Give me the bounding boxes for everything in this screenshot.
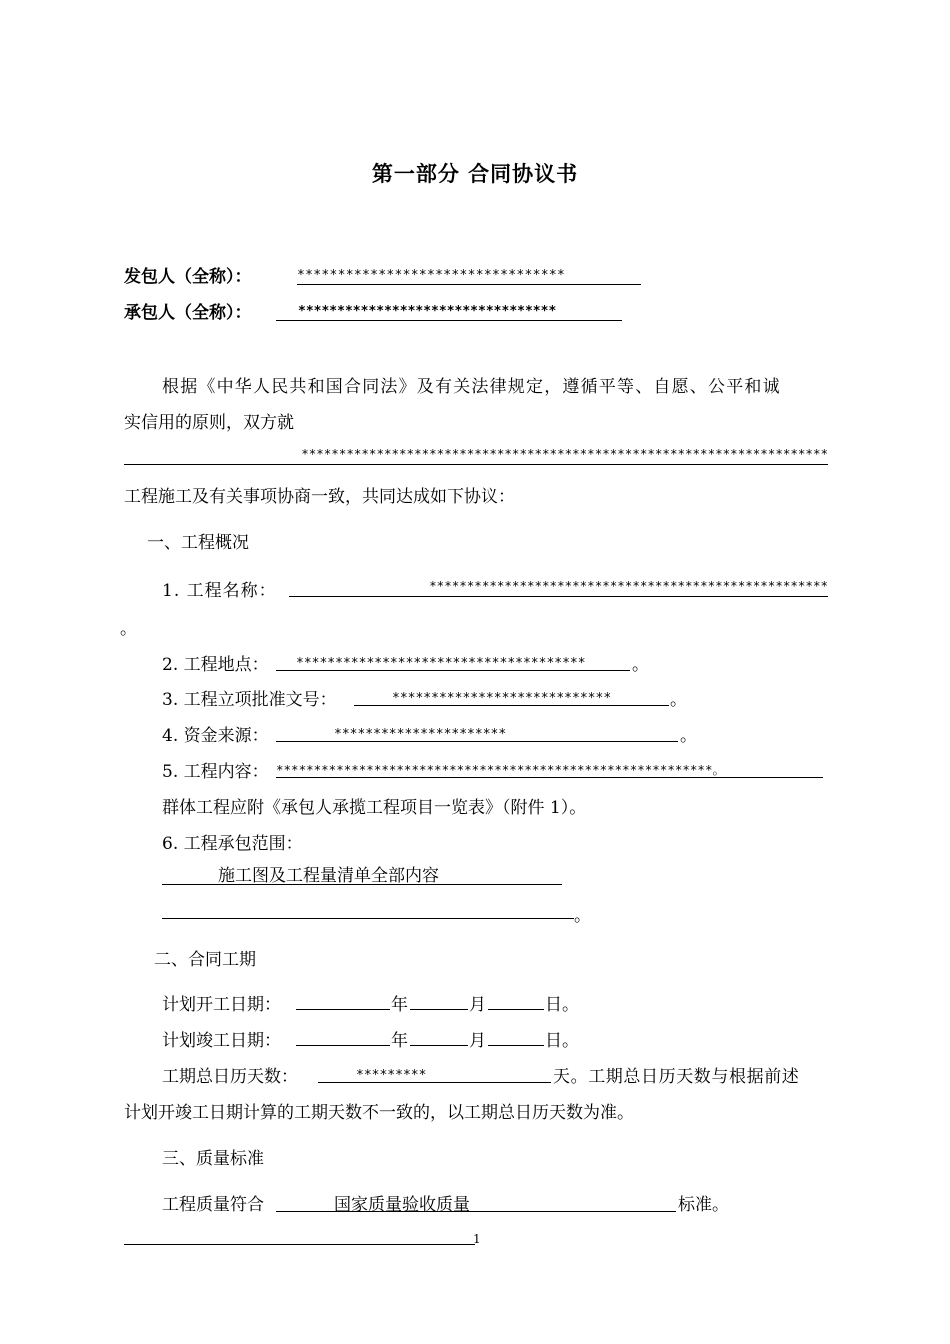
project-name-label: 1. 工程名称：	[162, 581, 277, 601]
start-day-field	[488, 1009, 544, 1010]
finish-date-label: 计划竣工日期：	[162, 1031, 281, 1051]
intro-line-1: 根据《中华人民共和国合同法》及有关法律规定，遵循平等、自愿、公平和诚	[162, 377, 781, 397]
content-value: **********************************************************。	[276, 762, 725, 777]
quality-field	[276, 1190, 676, 1215]
project-name-field	[124, 446, 828, 465]
group-note: 群体工程应附《承包人承揽工程项目一览表》（附件 1）。	[162, 798, 587, 818]
section-2-heading: 二、合同工期	[154, 950, 256, 970]
scope-label: 6. 工程承包范围：	[162, 834, 303, 854]
total-days-text-2: 计划开竣工日期计算的工期天数不一致的，以工期总日历天数为准。	[124, 1103, 634, 1123]
content-label: 5. 工程内容：	[162, 762, 269, 782]
location-value: *************************************	[296, 656, 586, 671]
start-month-unit: 月	[469, 995, 486, 1015]
footer-rule	[124, 1244, 475, 1245]
start-date-label: 计划开工日期：	[162, 995, 281, 1015]
quality-end: 标准。	[678, 1195, 729, 1215]
location-field	[276, 652, 630, 671]
finish-day-field	[488, 1045, 544, 1046]
contractor-field	[276, 300, 622, 321]
employer-field	[297, 264, 641, 285]
start-year-field	[296, 1009, 390, 1010]
start-month-field	[410, 1009, 468, 1010]
start-year-unit: 年	[391, 995, 408, 1015]
scope-value: 施工图及工程量清单全部内容	[218, 866, 439, 886]
contractor-value: *********************************	[298, 304, 557, 319]
employer-label: 发包人（全称）：	[124, 267, 252, 287]
finish-month-unit: 月	[469, 1031, 486, 1051]
project-name-value: **********************************************************************	[301, 446, 828, 461]
page-number: 1	[473, 1232, 481, 1246]
section-1-heading: 一、工程概况	[147, 533, 249, 553]
page-title: 第一部分 合同协议书	[371, 161, 579, 186]
funding-field	[276, 723, 678, 742]
approval-field	[354, 687, 669, 706]
scope-field	[162, 864, 562, 885]
finish-year-unit: 年	[391, 1031, 408, 1051]
quality-value: 国家质量验收质量	[334, 1195, 470, 1215]
project-title-field	[289, 578, 828, 597]
intro-line-2: 实信用的原则，双方就	[124, 413, 294, 433]
finish-day-unit: 日。	[545, 1031, 579, 1051]
section-3-heading: 三、质量标准	[162, 1149, 264, 1169]
start-day-unit: 日。	[545, 995, 579, 1015]
scope-end: 。	[574, 906, 591, 926]
location-end: 。	[632, 655, 649, 675]
scope-blank-line	[162, 918, 574, 919]
funding-label: 4. 资金来源：	[162, 726, 269, 746]
total-days-field	[318, 1064, 551, 1083]
content-field	[276, 759, 823, 778]
finish-month-field	[410, 1045, 468, 1046]
total-days-text-1: 天。工期总日历天数与根据前述	[553, 1067, 800, 1087]
funding-end: 。	[680, 726, 697, 746]
approval-end: 。	[670, 690, 687, 710]
finish-year-field	[296, 1045, 390, 1046]
quality-label: 工程质量符合	[162, 1195, 264, 1215]
approval-label: 3. 工程立项批准文号：	[162, 690, 337, 710]
funding-value: **********************	[334, 727, 507, 742]
intro-line-3: 工程施工及有关事项协商一致，共同达成如下协议：	[124, 487, 515, 507]
project-title-value: *****************************************************	[429, 578, 828, 593]
location-label: 2. 工程地点：	[162, 655, 269, 675]
total-days-value: *********	[356, 1068, 427, 1083]
total-days-label: 工期总日历天数：	[162, 1067, 298, 1087]
approval-value: ****************************	[392, 691, 612, 706]
contractor-label: 承包人（全称）：	[124, 303, 252, 323]
employer-value: *********************************	[297, 268, 566, 283]
project-name-end: 。	[120, 619, 137, 639]
